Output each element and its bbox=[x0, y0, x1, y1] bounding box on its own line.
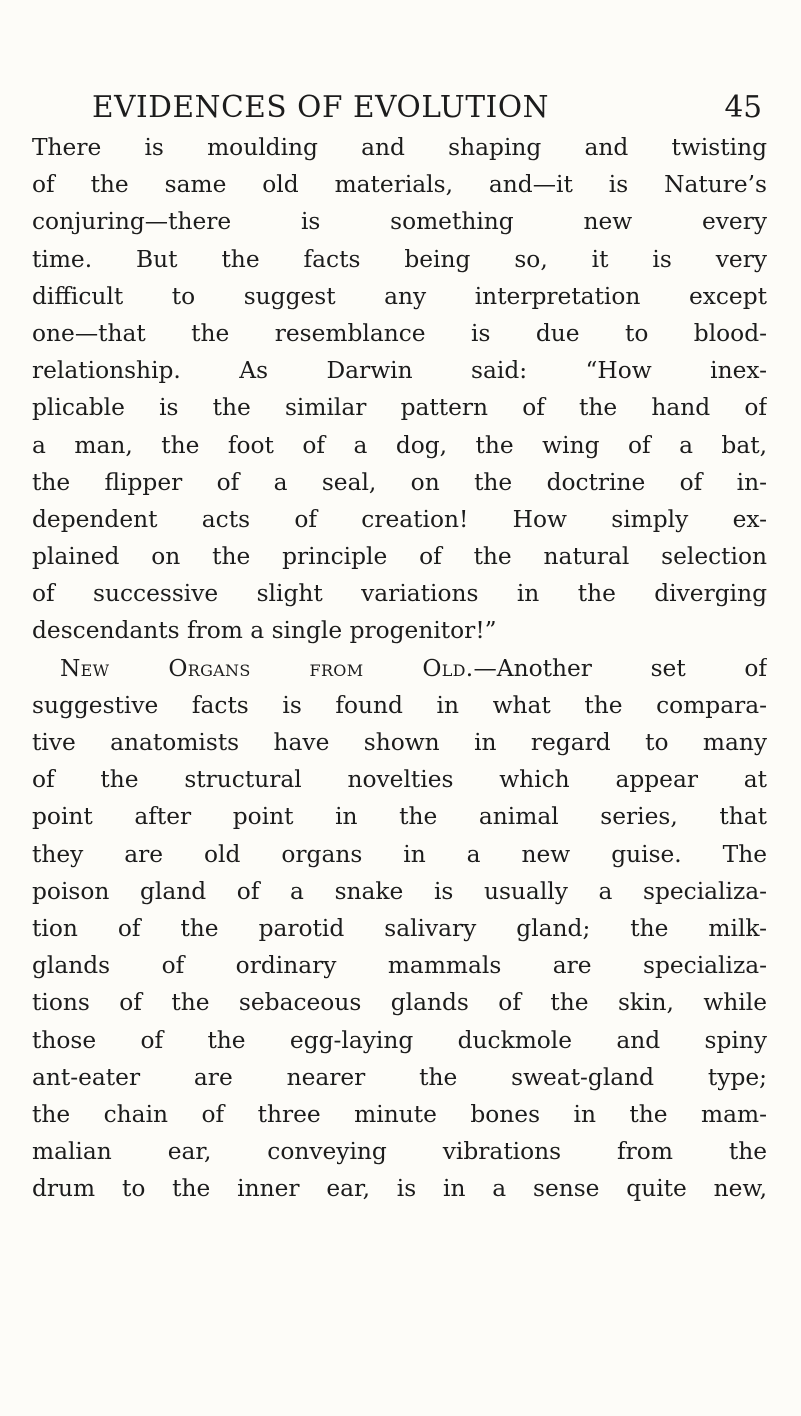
running-head bbox=[92, 86, 762, 128]
body-text bbox=[32, 129, 767, 1207]
text-line: plicable is the similar pattern of the hand of bbox=[32, 394, 767, 422]
text-line: difficult to suggest any interpretation except bbox=[32, 282, 767, 310]
text-line: one—that the resemblance is due to blood- bbox=[32, 319, 767, 347]
text-line: those of the egg-laying duckmole and spiny bbox=[32, 1026, 767, 1054]
text-line: drum to the inner ear, is in a sense quite new, bbox=[32, 1175, 767, 1203]
text-line: glands of ordinary mammals are specializa- bbox=[32, 952, 767, 980]
text-run: —Another set of bbox=[473, 654, 767, 682]
text-line: ant-eater are nearer the sweat-gland type; bbox=[32, 1063, 767, 1091]
text-line: a man, the foot of a dog, the wing of a bat, bbox=[32, 431, 767, 459]
text-line: of the same old materials, and—it is Nature’s bbox=[32, 171, 767, 199]
text-line: relationship. As Darwin said: “How inex- bbox=[32, 357, 767, 385]
paragraph-new-organs bbox=[32, 650, 767, 1208]
section-run-in-heading: New Organs from Old. bbox=[60, 654, 474, 682]
text-line: dependent acts of creation! How simply ex- bbox=[32, 505, 767, 533]
text-line: plained on the principle of the natural selection bbox=[32, 543, 767, 571]
text-line: malian ear, conveying vibrations from the bbox=[32, 1138, 767, 1166]
text-line: poison gland of a snake is usually a specializa- bbox=[32, 877, 767, 905]
text-line: of the structural novelties which appear at bbox=[32, 766, 767, 794]
text-line: tive anatomists have shown in regard to many bbox=[32, 729, 767, 756]
running-title: EVIDENCES OF EVOLUTION bbox=[92, 90, 550, 124]
text-line: the chain of three minute bones in the mam- bbox=[32, 1100, 767, 1128]
text-line: they are old organs in a new guise. The bbox=[32, 840, 767, 868]
text-line: conjuring—there is something new every bbox=[32, 208, 767, 236]
section-heading-line bbox=[32, 650, 767, 687]
text-line: suggestive facts is found in what the compara- bbox=[32, 691, 767, 719]
paragraph-darwin-quote bbox=[32, 129, 767, 650]
text-line: descendants from a single progenitor!” bbox=[32, 617, 497, 645]
text-line: There is moulding and shaping and twisting bbox=[32, 134, 767, 161]
text-line: of successive slight variations in the diverging bbox=[32, 580, 767, 608]
text-line: point after point in the animal series, that bbox=[32, 803, 767, 831]
page-number: 45 bbox=[724, 90, 762, 124]
text-line: tion of the parotid salivary gland; the milk- bbox=[32, 914, 767, 942]
text-line: time. But the facts being so, it is very bbox=[32, 245, 767, 273]
text-line: tions of the sebaceous glands of the skin, while bbox=[32, 989, 767, 1017]
text-line: the flipper of a seal, on the doctrine of in- bbox=[32, 468, 767, 496]
